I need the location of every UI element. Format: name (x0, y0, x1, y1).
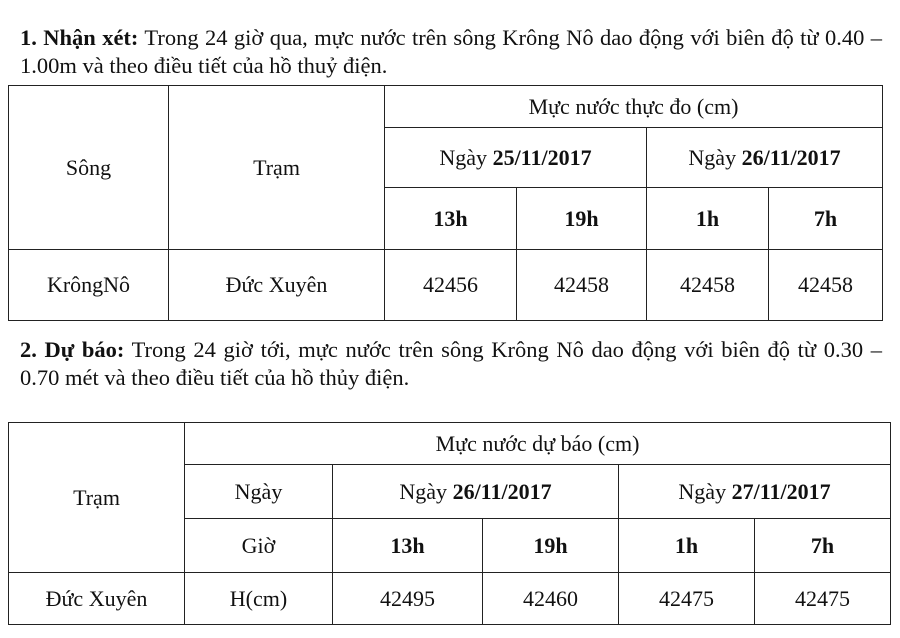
cell-value: 42475 (755, 573, 891, 625)
cell-value: 42458 (517, 250, 647, 321)
header-hour: 1h (619, 519, 755, 573)
label-hour: Giờ (185, 519, 333, 573)
cell-value: 42456 (385, 250, 517, 321)
observation-paragraph (20, 24, 882, 80)
header-hour: 13h (333, 519, 483, 573)
cell-value: 42458 (769, 250, 883, 321)
table-row (9, 250, 883, 321)
forecast-label: 2. Dự báo: (20, 337, 125, 362)
header-hour: 13h (385, 188, 517, 250)
measured-water-level-table (8, 85, 883, 321)
day-2-date: 26/11/2017 (741, 144, 841, 170)
header-hour: 19h (517, 188, 647, 250)
cell-value: 42458 (647, 250, 769, 321)
cell-value: 42475 (619, 573, 755, 625)
header-day-1: Ngày 25/11/2017 (385, 128, 647, 188)
label-day: Ngày (185, 465, 333, 519)
observation-text: Trong 24 giờ qua, mực nước trên sông Krông Nô dao động với biên độ từ 0.40 – 1.00m và theo điều tiết của hồ thuỷ điện. (20, 25, 883, 78)
observation-label: 1. Nhận xét: (20, 25, 139, 50)
cell-value: 42495 (333, 573, 483, 625)
table-row (9, 573, 891, 625)
cell-river: KrôngNô (9, 250, 169, 321)
header-day-2: Ngày 26/11/2017 (647, 128, 883, 188)
cell-value: 42460 (483, 573, 619, 625)
cell-station: Đức Xuyên (9, 573, 185, 625)
header-measured-level: Mực nước thực đo (cm) (385, 86, 883, 128)
header-river: Sông (9, 86, 169, 250)
cell-unit: H(cm) (185, 573, 333, 625)
header-hour: 7h (769, 188, 883, 250)
header-hour: 19h (483, 519, 619, 573)
header-hour: 7h (755, 519, 891, 573)
header-day-1: Ngày 26/11/2017 (333, 465, 619, 519)
day-2-date: 27/11/2017 (731, 478, 831, 504)
forecast-text: Trong 24 giờ tới, mực nước trên sông Krông Nô dao động với biên độ từ 0.30 – 0.70 mét và theo điều tiết của hồ thủy điện. (20, 337, 882, 390)
forecast-water-level-table (8, 422, 891, 625)
forecast-paragraph (20, 336, 882, 392)
header-forecast-level: Mực nước dự báo (cm) (185, 423, 891, 465)
header-station: Trạm (169, 86, 385, 250)
day-1-date: 26/11/2017 (452, 478, 552, 504)
header-day-2: Ngày 27/11/2017 (619, 465, 891, 519)
header-hour: 1h (647, 188, 769, 250)
day-1-date: 25/11/2017 (492, 144, 592, 170)
cell-station: Đức Xuyên (169, 250, 385, 321)
header-station: Trạm (9, 423, 185, 573)
